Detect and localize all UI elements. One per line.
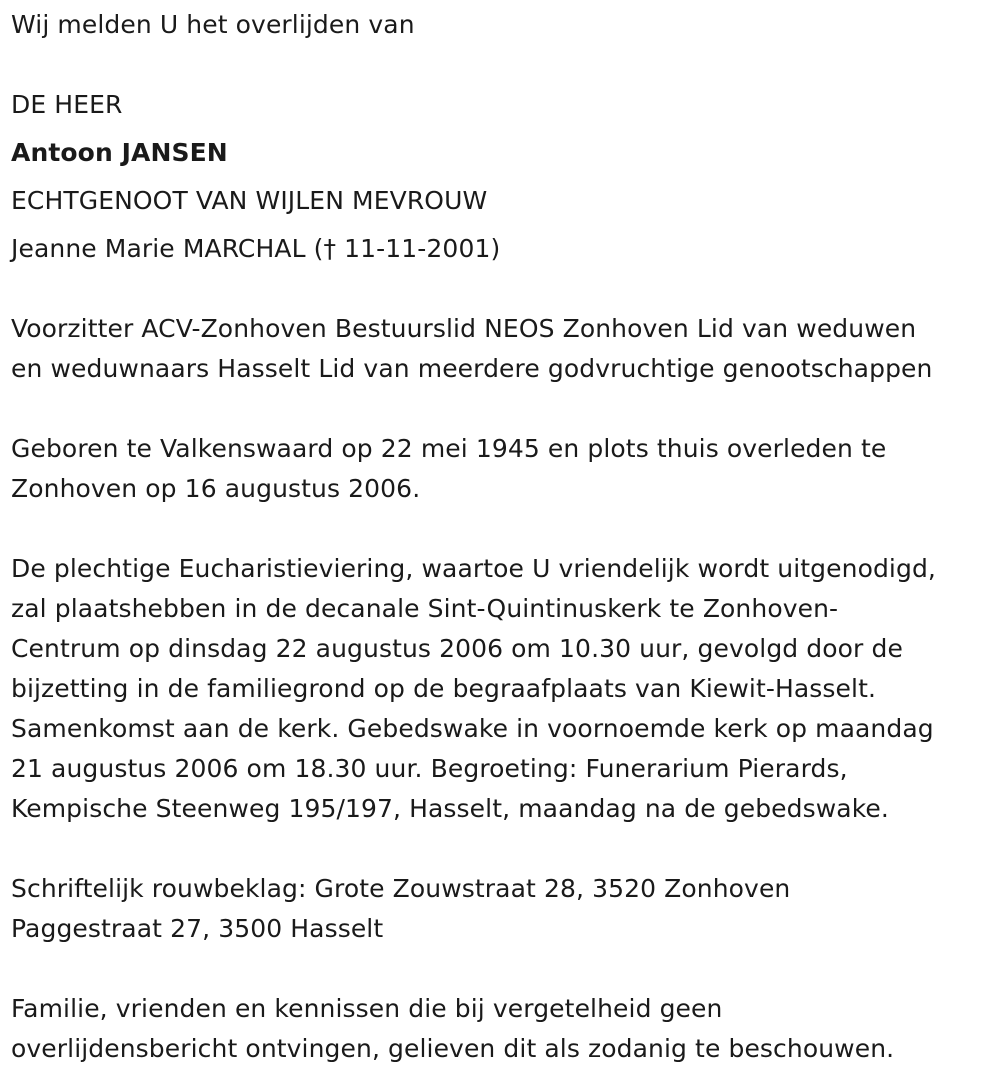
deceased-name: Antoon JANSEN	[11, 138, 228, 167]
honorific: DE HEER	[11, 90, 123, 119]
functions-line: en weduwnaars Hasselt Lid van meerdere godvruchtige genootschappen	[11, 354, 933, 383]
spouse-name: Jeanne Marie MARCHAL († 11-11-2001)	[11, 234, 501, 263]
birth-death-line: Geboren te Valkenswaard op 22 mei 1945 en plots thuis overleden te	[11, 434, 887, 463]
functions-line: Voorzitter ACV-Zonhoven Bestuurslid NEOS Zonhoven Lid van weduwen	[11, 314, 917, 343]
ceremony-line: Centrum op dinsdag 22 augustus 2006 om 10.30 uur, gevolgd door de	[11, 634, 903, 663]
spouse-title: ECHTGENOOT VAN WIJLEN MEVROUW	[11, 186, 488, 215]
condolences-line: Paggestraat 27, 3500 Hasselt	[11, 914, 384, 943]
condolences-line: Schriftelijk rouwbeklag: Grote Zouwstraat 28, 3520 Zonhoven	[11, 874, 791, 903]
ceremony-line: zal plaatshebben in de decanale Sint-Quintinuskerk te Zonhoven-	[11, 594, 839, 623]
closing-line: Familie, vrienden en kennissen die bij vergetelheid geen	[11, 994, 723, 1023]
ceremony-line: Kempische Steenweg 195/197, Hasselt, maandag na de gebedswake.	[11, 794, 889, 823]
birth-death-line: Zonhoven op 16 augustus 2006.	[11, 474, 421, 503]
ceremony-line: bijzetting in de familiegrond op de begraafplaats van Kiewit-Hasselt.	[11, 674, 877, 703]
ceremony-line: De plechtige Eucharistieviering, waartoe U vriendelijk wordt uitgenodigd,	[11, 554, 936, 583]
ceremony-line: 21 augustus 2006 om 18.30 uur. Begroeting: Funerarium Pierards,	[11, 754, 848, 783]
ceremony-line: Samenkomst aan de kerk. Gebedswake in voornoemde kerk op maandag	[11, 714, 934, 743]
intro-text: Wij melden U het overlijden van	[11, 10, 415, 39]
closing-line: overlijdensbericht ontvingen, gelieven dit als zodanig te beschouwen.	[11, 1034, 895, 1063]
